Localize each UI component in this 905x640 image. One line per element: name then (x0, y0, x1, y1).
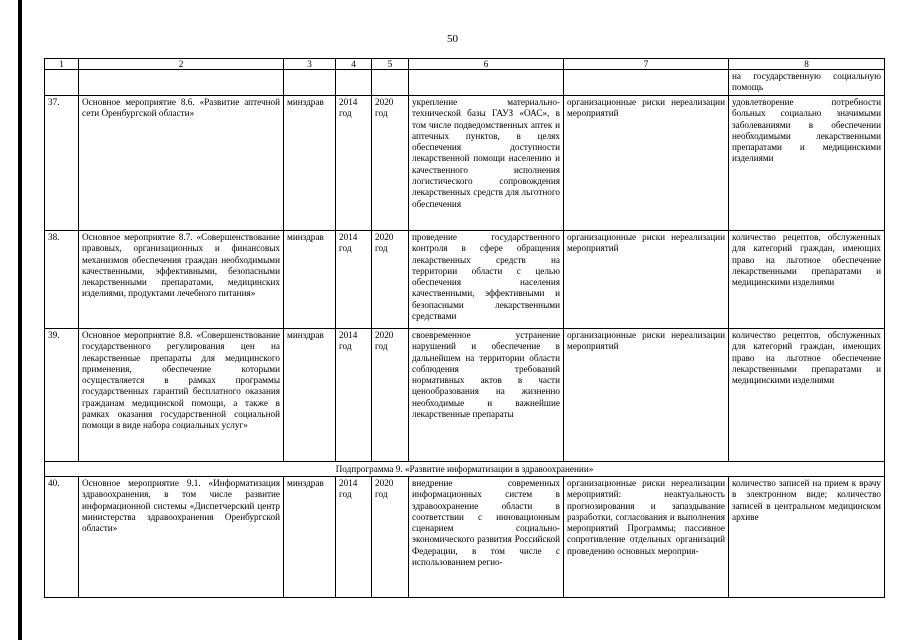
measure-cell: Основное мероприятие 8.8. «Совершенствование государственного регулирования цен на лекарственные препараты для медицинского применения, обеспечение которыми осуществляется в рамках программы государственных гарантий бесплатного оказания гражданам медицинской помощи, а также в рамках оказания государственной социальной помощи в виде набора социальных услуг» (79, 329, 284, 462)
column-number: 5 (372, 59, 409, 70)
column-number: 1 (45, 59, 79, 70)
risks-cell: организационные риски нереализации мероприятий (564, 96, 729, 231)
executor-cell: минздрав (284, 477, 336, 598)
column-number: 4 (336, 59, 372, 70)
executor-cell: минздрав (284, 329, 336, 462)
binding-edge (18, 0, 22, 640)
subprogram-title: Подпрограмма 9. «Развитие информатизации в здравоохранении» (45, 462, 885, 477)
column-number: 2 (79, 59, 284, 70)
start-year-cell: 2014 год (336, 231, 372, 329)
row-number: 37. (45, 96, 79, 231)
end-year-cell: 2020 год (372, 477, 409, 598)
table-cell (284, 70, 336, 96)
indicator-cell: количество рецептов, обслуженных для категорий граждан, имеющих право на льготное обеспечение лекарственными препаратами и медицинскими изделиями (729, 329, 885, 462)
start-year-cell: 2014 год (336, 477, 372, 598)
risks-cell: организационные риски нереализации мероприятий: неактуальность прогнозирования и запаздывание разработки, согласования и выполнения мероприятий Программы; пассивное сопротивление отдельных организаций проведению основных мероприя- (564, 477, 729, 598)
content-cell: внедрение современных информационных систем в здравоохранение области в соответствии с инновационным сценарием социально-экономического развития Российской Федерации, в том числе с использованием регио- (409, 477, 564, 598)
column-number-row (45, 59, 885, 70)
column-number: 6 (409, 59, 564, 70)
page-number: 50 (447, 33, 458, 45)
row-number: 38. (45, 231, 79, 329)
risks-cell: организационные риски нереализации мероприятий (564, 231, 729, 329)
content-cell: проведение государственного контроля в сфере обращения лекарственных средств на территории области с целью обеспечения населения качественными, эффективными и безопасными лекарственными средствами (409, 231, 564, 329)
table-row (45, 477, 885, 598)
table-cell (372, 70, 409, 96)
row-number: 40. (45, 477, 79, 598)
column-number: 7 (564, 59, 729, 70)
table-row (45, 96, 885, 231)
table-cell (79, 70, 284, 96)
content-cell: своевременное устранение нарушений и обеспечение в дальнейшем на территории области соблюдения требований нормативных актов в части ценообразования на жизненно необходимые и важнейшие лекарственные препараты (409, 329, 564, 462)
executor-cell: минздрав (284, 231, 336, 329)
table-cell (336, 70, 372, 96)
table-row (45, 231, 885, 329)
table-cell (564, 70, 729, 96)
indicator-cell: на государственную социальную помощь (729, 70, 885, 96)
start-year-cell: 2014 год (336, 329, 372, 462)
measure-cell: Основное мероприятие 8.7. «Совершенствование правовых, организационных и финансовых механизмов обеспечения граждан необходимыми качественными, эффективными, безопасными лекарственными препаратами, медицинских изделиями, продуктами лечебного питания» (79, 231, 284, 329)
row-number: 39. (45, 329, 79, 462)
executor-cell: минздрав (284, 96, 336, 231)
end-year-cell: 2020 год (372, 96, 409, 231)
start-year-cell: 2014 год (336, 96, 372, 231)
indicator-cell: удовлетворение потребности больных социально значимыми заболеваниями в обеспечении необходимыми лекарственными препаратами и медицинскими изделиями (729, 96, 885, 231)
end-year-cell: 2020 год (372, 231, 409, 329)
table-cell (409, 70, 564, 96)
end-year-cell: 2020 год (372, 329, 409, 462)
table-cell (45, 70, 79, 96)
indicator-cell: количество записей на прием к врачу в электронном виде; количество записей в центральном медицинском архиве (729, 477, 885, 598)
continuation-row (45, 70, 885, 96)
measure-cell: Основное мероприятие 8.6. «Развитие аптечной сети Оренбургской области» (79, 96, 284, 231)
column-number: 3 (284, 59, 336, 70)
column-number: 8 (729, 59, 885, 70)
indicator-cell: количество рецептов, обслуженных для категорий граждан, имеющих право на льготное обеспечение лекарственными препаратами и медицинскими изделиями (729, 231, 885, 329)
measure-cell: Основное мероприятие 9.1. «Информатизация здравоохранения, в том числе развитие информационной системы «Диспетчерский центр министерства здравоохранения Оренбургской области» (79, 477, 284, 598)
risks-cell: организационные риски нереализации мероприятий (564, 329, 729, 462)
measures-table (44, 58, 885, 598)
subprogram-row (45, 462, 885, 477)
table-row (45, 329, 885, 462)
content-cell: укрепление материально-технической базы ГАУЗ «ОАС», в том числе подведомственных аптек и аптечных пунктов, в целях обеспечения доступности лекарственной помощи населению и качественного исполнения логистического сопровождения лекарственных средств для льготного обеспечения (409, 96, 564, 231)
